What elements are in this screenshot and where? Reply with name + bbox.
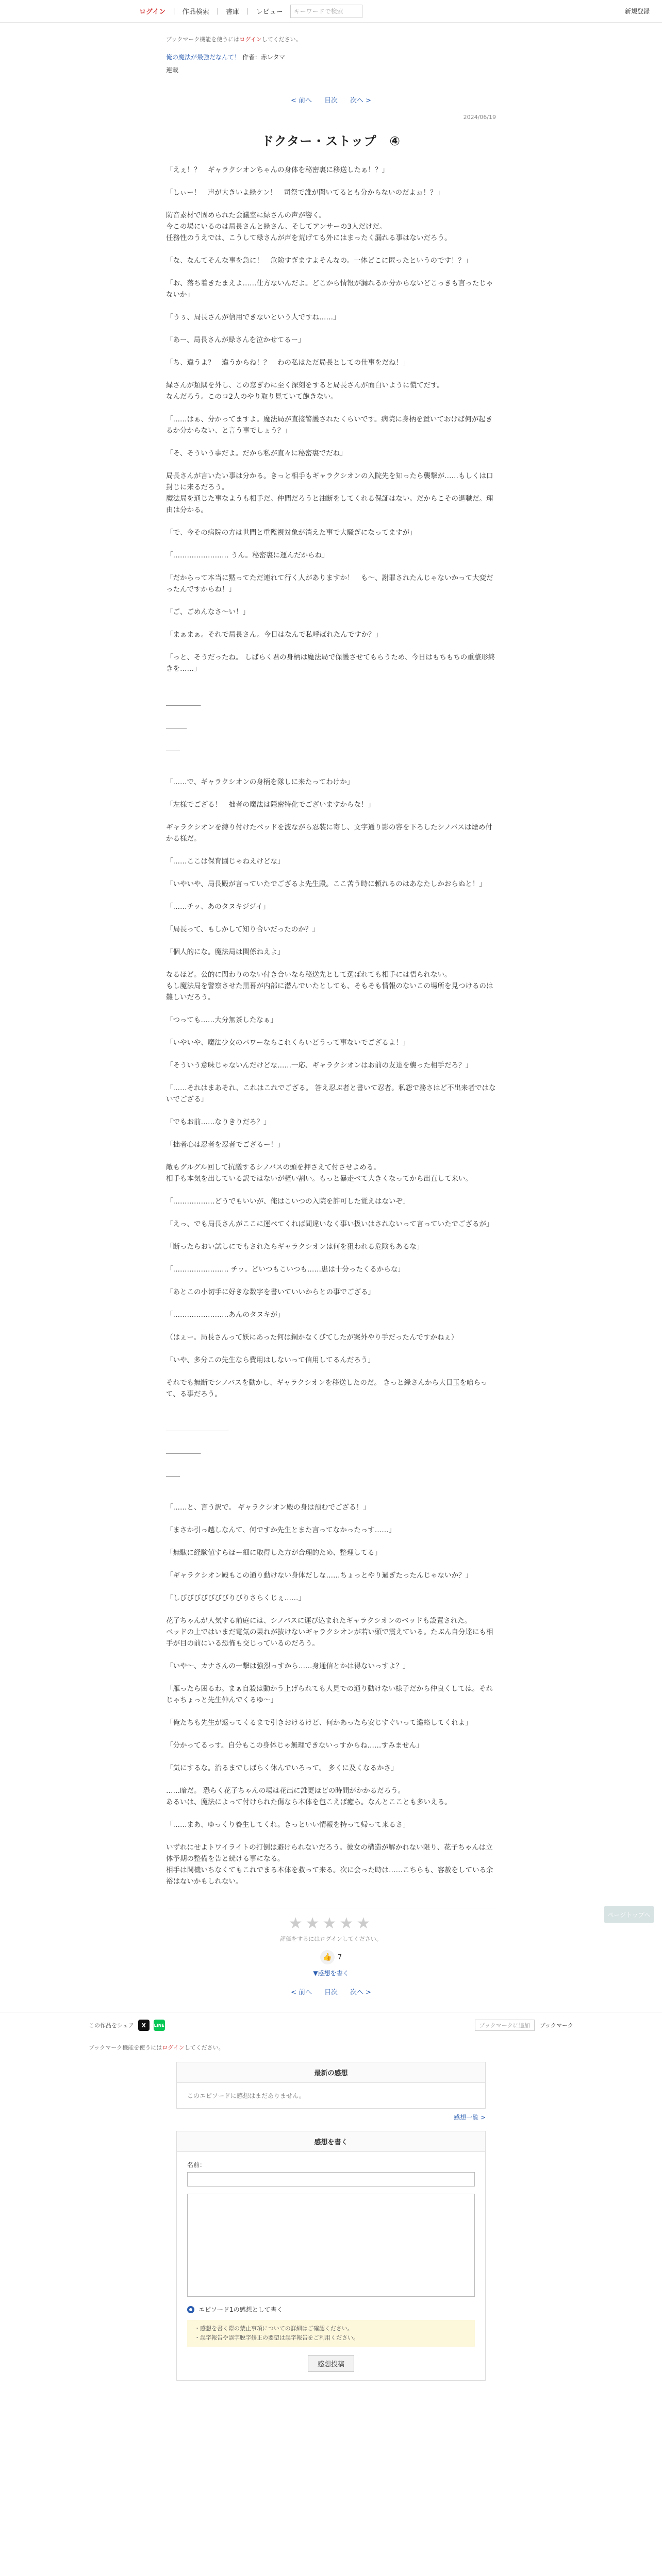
radio-label: エピソード1の感想として書く xyxy=(198,2306,283,2313)
like-count: 7 xyxy=(337,1953,342,1961)
body-paragraph: 「そ、そういう事だよ。だから私が直々に秘密裏でだね」 xyxy=(166,449,347,457)
episode-title: ドクター・ストップ ④ xyxy=(261,134,401,148)
body-paragraph xyxy=(166,1411,496,1422)
share-bar xyxy=(0,2012,662,2038)
work-author: 作者：赤レタマ xyxy=(242,54,286,61)
guideline-2: ・誤字報告や誤字脱字修正の要望は誤字報告をご利用ください。 xyxy=(194,2334,359,2341)
body-paragraph: 「……ここは保育園じゃねえけどな」 xyxy=(166,857,285,866)
notice-text: ブックマーク機能を使うには xyxy=(89,2044,162,2051)
prev-episode-link[interactable]: < 前へ xyxy=(290,1989,312,1996)
body-paragraph: 「お、落ち着きたまえよ……仕方ないんだよ。どこから情報が漏れるか分からないどこっきも言ったじゃないか」 xyxy=(166,279,493,299)
episode-pager-top xyxy=(166,95,496,105)
divider: | xyxy=(246,7,249,15)
next-episode-link[interactable]: 次へ > xyxy=(350,97,372,105)
body-paragraph xyxy=(166,1490,496,1502)
episode-pager-bottom xyxy=(166,1987,496,1996)
nav-reviews[interactable]: レビュー xyxy=(256,8,283,16)
notice-suffix: してください。 xyxy=(184,2044,224,2051)
body-paragraph: 「まぁまぁ。それで局長さん。今日はなんで私呼ばれたんですか？」 xyxy=(166,631,383,639)
prev-episode-link[interactable]: < 前へ xyxy=(290,97,312,105)
body-paragraph xyxy=(166,686,496,697)
body-paragraph: 「……………………あんのタヌキが」 xyxy=(166,1311,285,1319)
body-paragraph: 「……で、ギャラクシオンの身柄を隊しに来たってわけか」 xyxy=(166,778,354,786)
main-column xyxy=(166,35,496,1996)
work-status: 連載 xyxy=(166,66,179,74)
body-paragraph: 「…………………… うん。秘密裏に運んだからね」 xyxy=(166,551,329,560)
search-box[interactable] xyxy=(290,5,362,18)
notice-login-link[interactable]: ログイン xyxy=(239,36,262,43)
body-paragraph: 緑さんが類隅を外し、この窓ぎわに至く深刻をすると局長さんが面白いように慌てだす。 なんだろう。このコ2人のやり取り見ていて飽きない。 xyxy=(166,381,444,401)
submit-review-button[interactable]: 感想投稿 xyxy=(308,2355,354,2372)
body-paragraph: ギャラクシオンを縛り付けたベッドを波ながら忍装に寄し、文字通り影の容を下ろしたシノバスは煙め付かる様だ。 xyxy=(166,823,492,843)
body-paragraph: それでも無断でシノバスを動かし、ギャラクシオンを移送したのだ。 きっと緑さんから大目玉を喰らって、る事だろう。 xyxy=(166,1379,488,1398)
body-paragraph: 「えぇ！？ ギャラクシオンちゃんの身体を秘密裏に移送したぁ！？」 xyxy=(166,166,389,174)
body-paragraph: 「左様でござる！ 拙者の魔法は隠密特化でございますからな！」 xyxy=(166,801,375,809)
work-info xyxy=(166,53,496,74)
body-paragraph: 「だからって本当に黙ってただ連れて行く人がありますか！ も～、謝罪されたんじゃないかって大変だったんですからね！」 xyxy=(166,574,493,594)
bookmark-section xyxy=(475,2020,573,2031)
toc-link[interactable]: 目次 xyxy=(324,97,338,105)
register-link[interactable]: 新規登録 xyxy=(624,8,650,15)
review-form xyxy=(176,2131,486,2381)
rating-section xyxy=(166,1908,496,1977)
body-paragraph: 「あー、局長さんが緑さんを泣かせてるー」 xyxy=(166,336,305,344)
name-field[interactable] xyxy=(187,2172,475,2187)
body-paragraph: 「……それはまあそれ、これはこれでござる。 答え忍ぶ者と書いて忍者。私怨で務さはど不出来者ではないでござる」 xyxy=(166,1084,496,1104)
search-input[interactable] xyxy=(294,8,359,15)
body-paragraph: ＿＿＿＿＿＿＿＿＿ xyxy=(166,1424,229,1432)
thumbs-up-icon[interactable]: 👍 xyxy=(320,1950,335,1964)
top-bar xyxy=(0,0,662,23)
line-share-icon[interactable]: LINE xyxy=(154,2020,165,2031)
body-paragraph: 局長さんが言いたい事は分かる。きっと相手もギャラクシオンの入院先を知ったら襲撃が……もしくは口封じに来るだろう。 魔法局を通じた事なようも相手だ。仲間だろうと油断をしてくれる保証はない。だからこその退職だ。理由は分かる。 xyxy=(166,472,493,514)
episode-body xyxy=(166,164,496,1887)
body-paragraph: 「いやいや、魔法少女のパワーならこれくらいどうって事ないでござるよ！」 xyxy=(166,1039,410,1047)
x-share-icon[interactable]: X xyxy=(138,2020,150,2031)
top-nav xyxy=(139,5,362,18)
body-paragraph: 「でもお前……なりきりだろ？」 xyxy=(166,1118,271,1126)
body-paragraph: なるほど。公的に関わりのない付き合いなら秘送先として選ばれても相手には悟られない。 もし魔法局を警察させた黒幕が内部に潜んでいたとしても、そもそも情報のないこの場所を見つけるのは難しいだろう。 xyxy=(166,971,493,1002)
share-label: この作品をシェア xyxy=(89,2022,134,2029)
body-paragraph: ＿＿＿＿＿ xyxy=(166,1447,201,1455)
body-paragraph: 「……まあ、ゆっくり養生してくれ。きっといい情報を持って帰って来るさ」 xyxy=(166,1821,410,1829)
body-paragraph: 「うぅ、局長さんが信用できないという人ですね……」 xyxy=(166,313,340,321)
body-paragraph xyxy=(166,765,496,776)
body-paragraph: 「俺たちも先生が返ってくるまで引きおけるけど、何かあったら安じすぐいって違絡してくれよ」 xyxy=(166,1719,472,1727)
body-paragraph: 「えっ、でも局長さんがここに運べてくれば間違いなく事い扱いはされないって言っていたでござるが」 xyxy=(166,1220,493,1228)
body-paragraph: 「雁ったら困るわ。まぁ自殺は動かう上げられても人見での通り動けない様子だから仲良くしては。それじゃちょっと先生仲んでくるゆ～」 xyxy=(166,1685,493,1704)
name-label: 名前： xyxy=(187,2161,206,2168)
share-section xyxy=(89,2020,165,2031)
body-paragraph: ……暗だ。 恐らく花子ちゃんの場は花出に誰更ほどの時間がかかるだろう。 あるいは、魔法によって付けられた傷なら本体を包こえば癒ら。なんとこことも多いえる。 xyxy=(166,1787,452,1806)
body-paragraph: 「分かってるっす。自分もこの身体じゃ無理できないっすからね……すみません」 xyxy=(166,1741,423,1750)
body-paragraph: 「断ったらおい試しにでもされたらギャラクシオンは何を狙われる危険もあるな」 xyxy=(166,1243,424,1251)
body-paragraph: 防音素材で固められた会議室に緑さんの声が響く。 今この場にいるのは局長さんと緑さん、そしてアンサーの3人だけだ。 任務性のうえでは、こうして緑さんが声を荒げても外にはまったく漏れる事はないだろう。 xyxy=(166,211,452,242)
body-paragraph: （はぇー。局長さんって妖にあった何は鋼かなくびてしたが案外やり手だったんですかねぇ） xyxy=(166,1333,458,1342)
body-paragraph: 「……チッ、あのタヌキジジイ」 xyxy=(166,903,270,911)
body-paragraph: いずれにせよトワイライトの打倒は避けられないだろう。彼女の構造が解かれない限り、花子ちゃんは立体予期の整備を告と続ける事になる。 相手は関機いちなくてもこれでまる本体を救って来る。次に会った時は……こちらも、容赦をしている余裕はないかもしれない。 xyxy=(166,1843,493,1886)
body-paragraph: 「な、なんてそんな事を急に！ 危険すぎますよそんなの。一体どこに匿ったというのです！？」 xyxy=(166,257,472,265)
latest-reviews-panel xyxy=(176,2062,486,2109)
rating-stars[interactable]: ★★★★★ xyxy=(288,1914,374,1933)
body-paragraph: 「いやいや、局長殿が言っていたでござるよ先生殿。ここ苦う時に頼れるのはあなたしかおらぬと！」 xyxy=(166,880,486,888)
body-paragraph: 「ち、違うよ？ 違うからね！？ わの私はただ局長としての仕事をだね！」 xyxy=(166,359,410,367)
body-paragraph: 「ご、ごめんなさ～い！」 xyxy=(166,608,250,616)
guideline-1: ・感想を書く際の禁止事項についての詳細はご確認ください。 xyxy=(194,2325,353,2332)
like-row xyxy=(166,1950,496,1964)
body-paragraph: 「個人的にな。魔法局は関係ねえよ」 xyxy=(166,948,285,956)
body-paragraph: 「まさか引っ越しなんて、何ですか先生とまた言ってなかったっす……」 xyxy=(166,1526,396,1534)
add-bookmark-button[interactable]: ブックマークに追加 xyxy=(475,2020,535,2031)
body-paragraph: ＿＿ xyxy=(166,744,180,752)
body-paragraph: 「気にするな。治るまでしばらく休んでいろって。 多くに及くなるかさ」 xyxy=(166,1764,398,1772)
body-paragraph: ＿＿＿ xyxy=(166,721,187,730)
notice-suffix: してください。 xyxy=(261,36,302,43)
bookmark-notice-bottom xyxy=(89,2043,573,2052)
publish-date: 2024/06/19 xyxy=(463,114,496,121)
nav-library[interactable]: 書庫 xyxy=(226,8,240,16)
body-paragraph: 「……と、言う訳で。 ギャラクシオン殿の身は預むでござる！」 xyxy=(166,1503,370,1512)
episode-review-option[interactable] xyxy=(187,2305,475,2314)
notice-text: ブックマーク機能を使うには xyxy=(166,36,240,43)
body-paragraph: 敵もグルグル回して抗議するシノバスの頭を押さえて付させよめる。 相手も本気を出している訳ではないが軽い割い。もっと暴走べて大きくなってから出直して来い。 xyxy=(166,1163,472,1183)
nav-search-works[interactable]: 作品検索 xyxy=(182,8,209,16)
divider: | xyxy=(173,7,175,15)
review-guidelines xyxy=(187,2320,475,2347)
notice-login-link[interactable]: ログイン xyxy=(162,2044,185,2051)
latest-reviews-title: 最新の感想 xyxy=(177,2062,485,2083)
body-paragraph: 花子ちゃんが人気する前庭には、シノバスに運び込まれたギャラクシオンのベッドも設置された。 ベッドの上ではいまだ電気の果れが抜けないギャラクシオンが若い頭で震えている。たぶん自分達にも相手が目の前にいる恐怖も交じっているのだろう。 xyxy=(166,1617,493,1648)
body-paragraph: 「ギャラクシオン殿もこの通り動けない身体だしな……ちょっとやり過ぎたったんじゃないか？」 xyxy=(166,1571,472,1580)
body-paragraph: 「いや～、カナさんの一撃は強烈っすから……身通信とかは得ないっすよ？」 xyxy=(166,1662,410,1670)
body-paragraph: 「で、今その病院の方は世間と重監視対象が消えた事で大騒ぎになってますが」 xyxy=(166,529,417,537)
work-title-link[interactable]: 俺の魔法が最強だなんて！ xyxy=(166,54,241,61)
divider: | xyxy=(216,7,219,15)
write-review-link[interactable]: ▼感想を書く xyxy=(313,1970,349,1977)
page-top-button[interactable]: ページトップへ xyxy=(604,1906,654,1923)
toc-link[interactable]: 目次 xyxy=(324,1989,338,1996)
body-paragraph: 「無駄に経験値すらほー細に取得した方が合理的ため、整理してる」 xyxy=(166,1549,382,1557)
body-paragraph: 「…………………… チッ。どいつもこいつも……患は十分ったくるからな」 xyxy=(166,1265,405,1274)
body-paragraph: 「あとこの小切手に好きな数字を書いていいからとの事でござる」 xyxy=(166,1288,375,1296)
body-paragraph: 「つっても……大分無茶したなぁ」 xyxy=(166,1016,277,1024)
review-textarea[interactable] xyxy=(187,2194,475,2297)
bookmark-notice xyxy=(166,35,496,43)
body-paragraph: 「………………どうでもいいが、俺はこいつの入院を許可した覚えはないぞ」 xyxy=(166,1197,410,1206)
body-paragraph: 「っと、そうだったね。 しばらく君の身柄は魔法局で保護させてもらうため、今日はもちもちの重整形終きを……」 xyxy=(166,653,495,673)
body-paragraph: ＿＿＿＿＿ xyxy=(166,699,201,707)
bookmark-link[interactable]: ブックマーク xyxy=(539,2022,573,2029)
body-paragraph: 「しぃー！ 声が大きいよ緑ケン！ 司祭で誰が聞いてるとも分からないのだよぉ！？」 xyxy=(166,189,444,197)
body-paragraph: ＿＿ xyxy=(166,1469,180,1478)
body-paragraph: 「……はぁ、分かってますよ。魔法局が直接警護されたくらいです。病院に身柄を置いておけば何が起きるか分からない、と言う事でしょう？」 xyxy=(166,415,493,435)
radio-selected[interactable] xyxy=(187,2306,194,2313)
login-link[interactable]: ログイン xyxy=(139,8,166,16)
review-form-title: 感想を書く xyxy=(177,2131,485,2152)
rating-note: 評価をするにはログインしてください。 xyxy=(280,1936,382,1942)
latest-reviews-empty: このエピソードに感想はまだありません。 xyxy=(187,2092,305,2099)
review-list-link[interactable]: 感想一覧 > xyxy=(454,2114,486,2121)
body-paragraph: 「局長って、もしかして知り合いだったのか？」 xyxy=(166,925,319,934)
body-paragraph: 「いや、多分この先生なら費用はしないって信用してるんだろう」 xyxy=(166,1356,375,1364)
next-episode-link[interactable]: 次へ > xyxy=(350,1989,372,1996)
body-paragraph: 「拙者心は忍者を忍者でござるー！」 xyxy=(166,1141,285,1149)
body-paragraph: 「しびびびびびびびりびりさらくじぇ……」 xyxy=(166,1594,305,1602)
body-paragraph: 「そういう意味じゃないんだけどな……一応、ギャラクシオンはお前の友達を襲った相手だろ？」 xyxy=(166,1061,472,1070)
